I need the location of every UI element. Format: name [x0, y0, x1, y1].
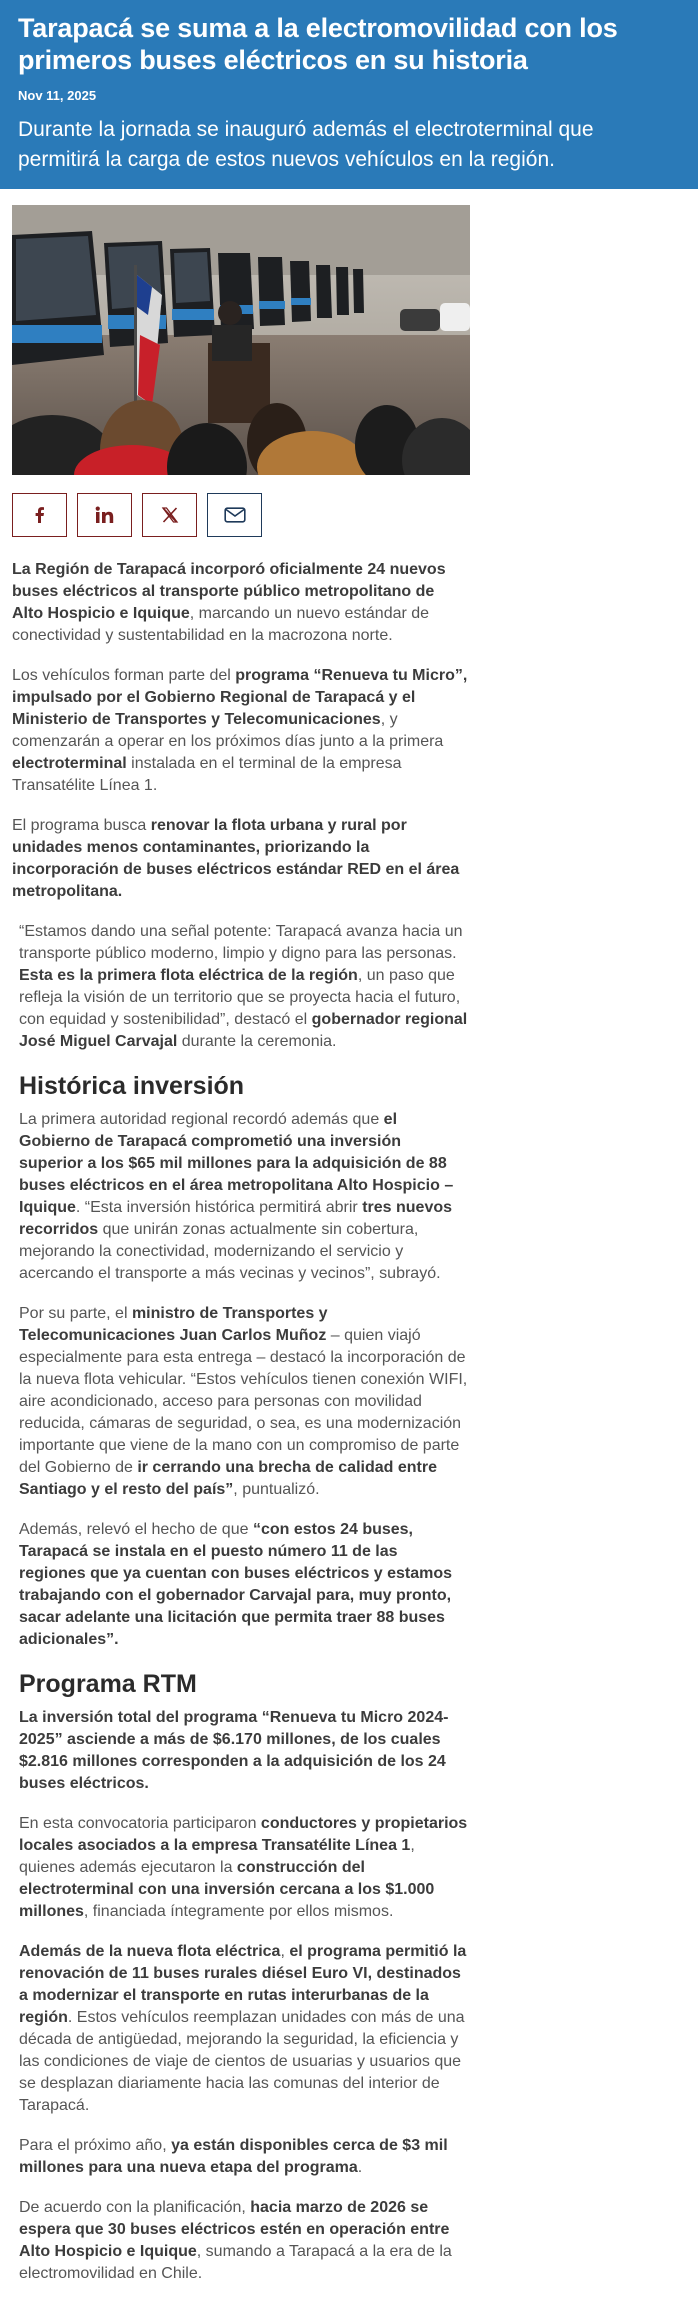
article-body	[12, 559, 468, 2285]
paragraph: Los vehículos forman parte del programa “Renueva tu Micro”, impulsado por el Gobierno Regional de Tarapacá y el Ministerio de Transportes y Telecomunicaciones, y comenzarán a operar en los próximos días junto a la primera electroterminal instalada en el terminal de la empresa Transatélite Línea 1.	[12, 667, 468, 794]
article-content	[0, 205, 480, 2285]
mail-icon	[224, 507, 246, 523]
facebook-icon	[31, 506, 49, 524]
paragraph: En esta convocatoria participaron conductores y propietarios locales asociados a la empresa Transatélite Línea 1, quienes además ejecutaron la construcción del electroterminal con una inversión cercana a los $1.000 millones, financiada íntegramente por ellos mismos.	[19, 1815, 468, 1920]
x-icon	[161, 506, 179, 524]
paragraph: La inversión total del programa “Renueva tu Micro 2024-2025” asciende a más de $6.170 millones, de los cuales $2.816 millones corresponden a la adquisición de los 24 buses eléctricos.	[19, 1709, 449, 1792]
article-photo	[12, 205, 470, 475]
article-lead: Durante la jornada se inauguró además el electroterminal que permitirá la carga de estos nuevos vehículos en la región.	[18, 118, 594, 171]
quote-paragraph: “Estamos dando una señal potente: Tarapacá avanza hacia un transporte público moderno, limpio y digno para las personas. Esta es la primera flota eléctrica de la región, un paso que refleja la visión de un territorio que se proyecta hacia el futuro, con equidad y sostenibilidad”, destacó el gobernador regional José Miguel Carvajal durante la ceremonia.	[19, 923, 468, 1050]
linkedin-icon	[95, 506, 115, 524]
paragraph: De acuerdo con la planificación, hacia marzo de 2026 se espera que 30 buses eléctricos estén en operación entre Alto Hospicio e Iquique, sumando a Tarapacá a la era de la electromovilidad en Chile.	[19, 2199, 452, 2282]
share-email-button[interactable]	[207, 493, 262, 537]
article-date: Nov 11, 2025	[18, 88, 97, 103]
share-x-button[interactable]	[142, 493, 197, 537]
bus-ceremony-photo	[12, 205, 470, 475]
paragraph: Además, relevó el hecho de que “con estos 24 buses, Tarapacá se instala en el puesto número 11 de las regiones que ya cuentan con buses eléctricos y estamos trabajando con el gobernador Carvajal para, muy pronto, sacar adelante una licitación que permita traer 88 buses adicionales”.	[19, 1521, 453, 1648]
share-linkedin-button[interactable]	[77, 493, 132, 537]
article-title: Tarapacá se suma a la electromovilidad con los primeros buses eléctricos en su historia	[18, 13, 618, 75]
section-heading-historica: Histórica inversión	[19, 1072, 245, 1100]
paragraph: Además de la nueva flota eléctrica, el programa permitió la renovación de 11 buses rurales diésel Euro VI, destinados a modernizar el transporte en rutas interurbanas de la región. Estos vehículos reemplazan unidades con más de una década de antigüedad, mejorando la seguridad, la eficiencia y las condiciones de viaje de cientos de usuarias y usuarios que se desplazan diariamente hacia las comunas del interior de Tarapacá.	[19, 1943, 467, 2114]
share-facebook-button[interactable]	[12, 493, 67, 537]
paragraph: Por su parte, el ministro de Transportes y Telecomunicaciones Juan Carlos Muñoz – quien viajó especialmente para esta entrega – destacó la incorporación de la nueva flota vehicular. “Estos vehículos tienen conexión WIFI, aire acondicionado, acceso para personas con movilidad reducida, cámaras de seguridad, o sea, es una modernización importante que viene de la mano con un compromiso de parte del Gobierno de ir cerrando una brecha de calidad entre Santiago y el resto del país”, puntualizó.	[19, 1305, 468, 1498]
share-bar	[12, 493, 468, 537]
paragraph: La primera autoridad regional recordó además que el Gobierno de Tarapacá comprometió una inversión superior a los $65 mil millones para la adquisición de 88 buses eléctricos en el área metropolitana Alto Hospicio – Iquique. “Esta inversión histórica permitirá abrir tres nuevos recorridos que unirán zonas actualmente sin cobertura, mejorando la conectividad, modernizando el servicio y acercando el transporte a más vecinas y vecinos”, subrayó.	[19, 1111, 454, 1282]
section-heading-programa-rtm: Programa RTM	[19, 1670, 197, 1698]
paragraph: Para el próximo año, ya están disponibles cerca de $3 mil millones para una nueva etapa del programa.	[19, 2137, 448, 2176]
paragraph: El programa busca renovar la flota urbana y rural por unidades menos contaminantes, priorizando la incorporación de buses eléctricos estándar RED en el área metropolitana.	[12, 817, 460, 900]
paragraph: La Región de Tarapacá incorporó oficialmente 24 nuevos buses eléctricos al transporte público metropolitano de Alto Hospicio e Iquique, marcando un nuevo estándar de conectividad y sustentabilidad en la macrozona norte.	[12, 561, 446, 644]
article-header	[0, 0, 698, 189]
